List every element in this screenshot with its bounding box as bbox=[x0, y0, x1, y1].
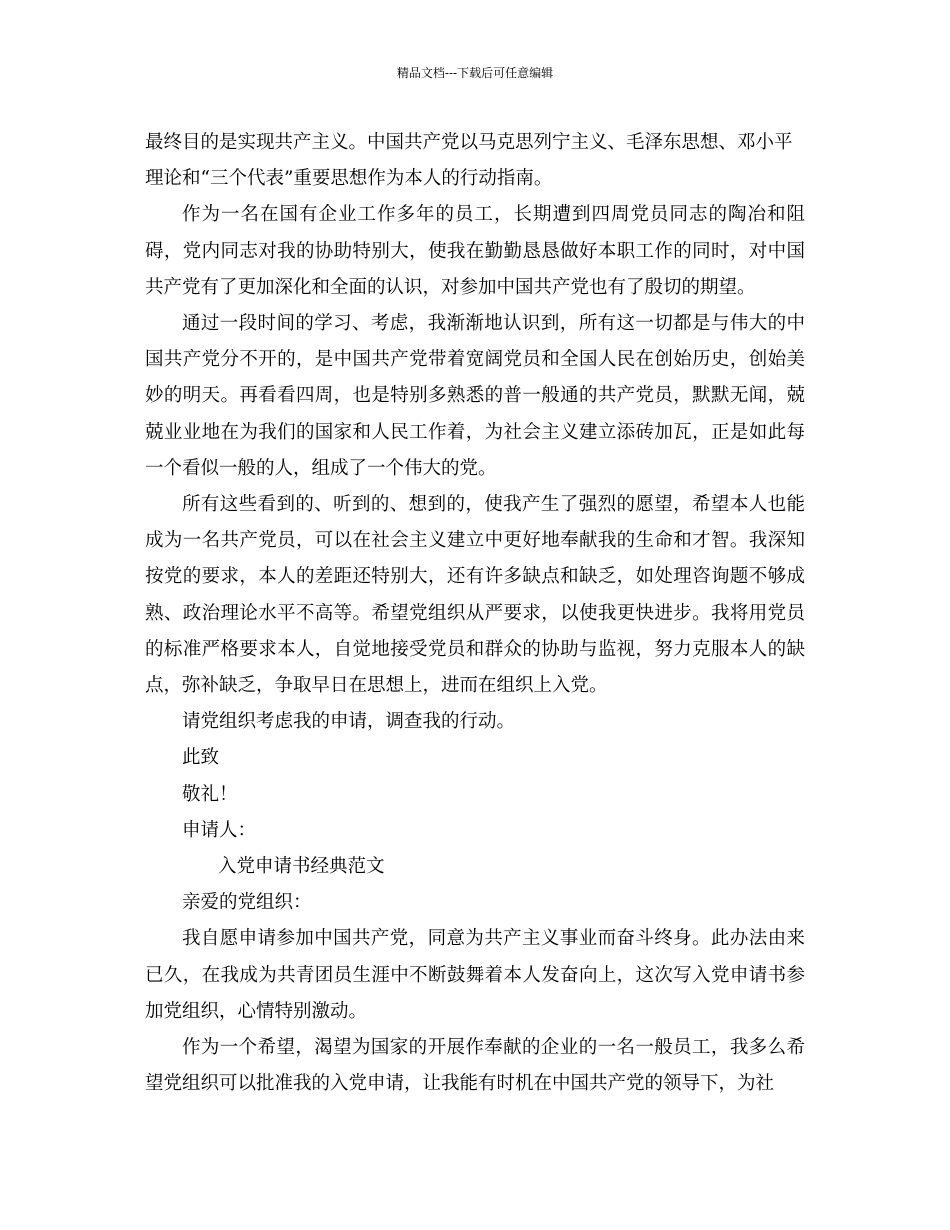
paragraph: 我自愿申请参加中国共产党，同意为共产主义事业而奋斗终身。此办法由来已久，在我成为共青团员生涯中不断鼓舞着本人发奋向上，这次写入党申请书参加党组织，心情特别激动。 bbox=[145, 928, 805, 1022]
paragraph: 作为一个希望，渴望为国家的开展作奉献的企业的一名一般员工，我多么希望党组织可以批准我的入党申请，让我能有时机在中国共产党的领导下，为社 bbox=[145, 1037, 805, 1095]
salutation: 亲爱的党组织： bbox=[182, 892, 312, 914]
paragraph: 作为一名在国有企业工作多年的员工，长期遭到四周党员同志的陶冶和阻碍，党内同志对我的协助特别大，使我在勤勤恳恳做好本职工作的同时，对中国共产党有了更加深化和全面的认识，对参加中国共产党也有了殷切的期望。 bbox=[145, 204, 805, 298]
signature-line: 申请人： bbox=[182, 819, 257, 841]
paragraph: 请党组织考虑我的申请，调查我的行动。 bbox=[182, 711, 516, 733]
paragraph-line: 最终目的是实现共产主义。中国共产党以马克思列宁主义、毛泽东思想、邓小平 bbox=[145, 132, 793, 153]
section-title: 入党申请书经典范文 bbox=[218, 856, 385, 878]
document-body bbox=[145, 125, 805, 1102]
closing-line: 敬礼！ bbox=[182, 783, 238, 805]
paragraph: 所有这些看到的、听到的、想到的，使我产生了强烈的愿望，希望本人也能成为一名共产党员，可以在社会主义建立中更好地奉献我的生命和才智。我深知按党的要求，本人的差距还特别大，还有许多缺点和缺乏，如处理咨询题不够成熟、政治理论水平不高等。希望党组织从严要求，以使我更快进步。我将用党员的标准严格要求本人，自觉地接受党员和群众的协助与监视，努力克服本人的缺点，弥补缺乏，争取早日在思想上，进而在组织上入党。 bbox=[145, 494, 805, 697]
closing-line: 此致 bbox=[182, 747, 220, 769]
paragraph: 通过一段时间的学习、考虑，我渐渐地认识到，所有这一切都是与伟大的中国共产党分不开的，是中国共产党带着宽阔党员和全国人民在创始历史，创始美妙的明天。再看看四周，也是特别多熟悉的普一般通的共产党员，默默无闻，兢兢业业地在为我们的国家和人民工作着，为社会主义建立添砖加瓦，正是如此每一个看似一般的人，组成了一个伟大的党。 bbox=[145, 313, 805, 479]
paragraph-line: 理论和“三个代表”重要思想作为本人的行动指南。 bbox=[145, 168, 553, 190]
page-header: 精品文档---下载后可任意编辑 bbox=[396, 66, 554, 80]
